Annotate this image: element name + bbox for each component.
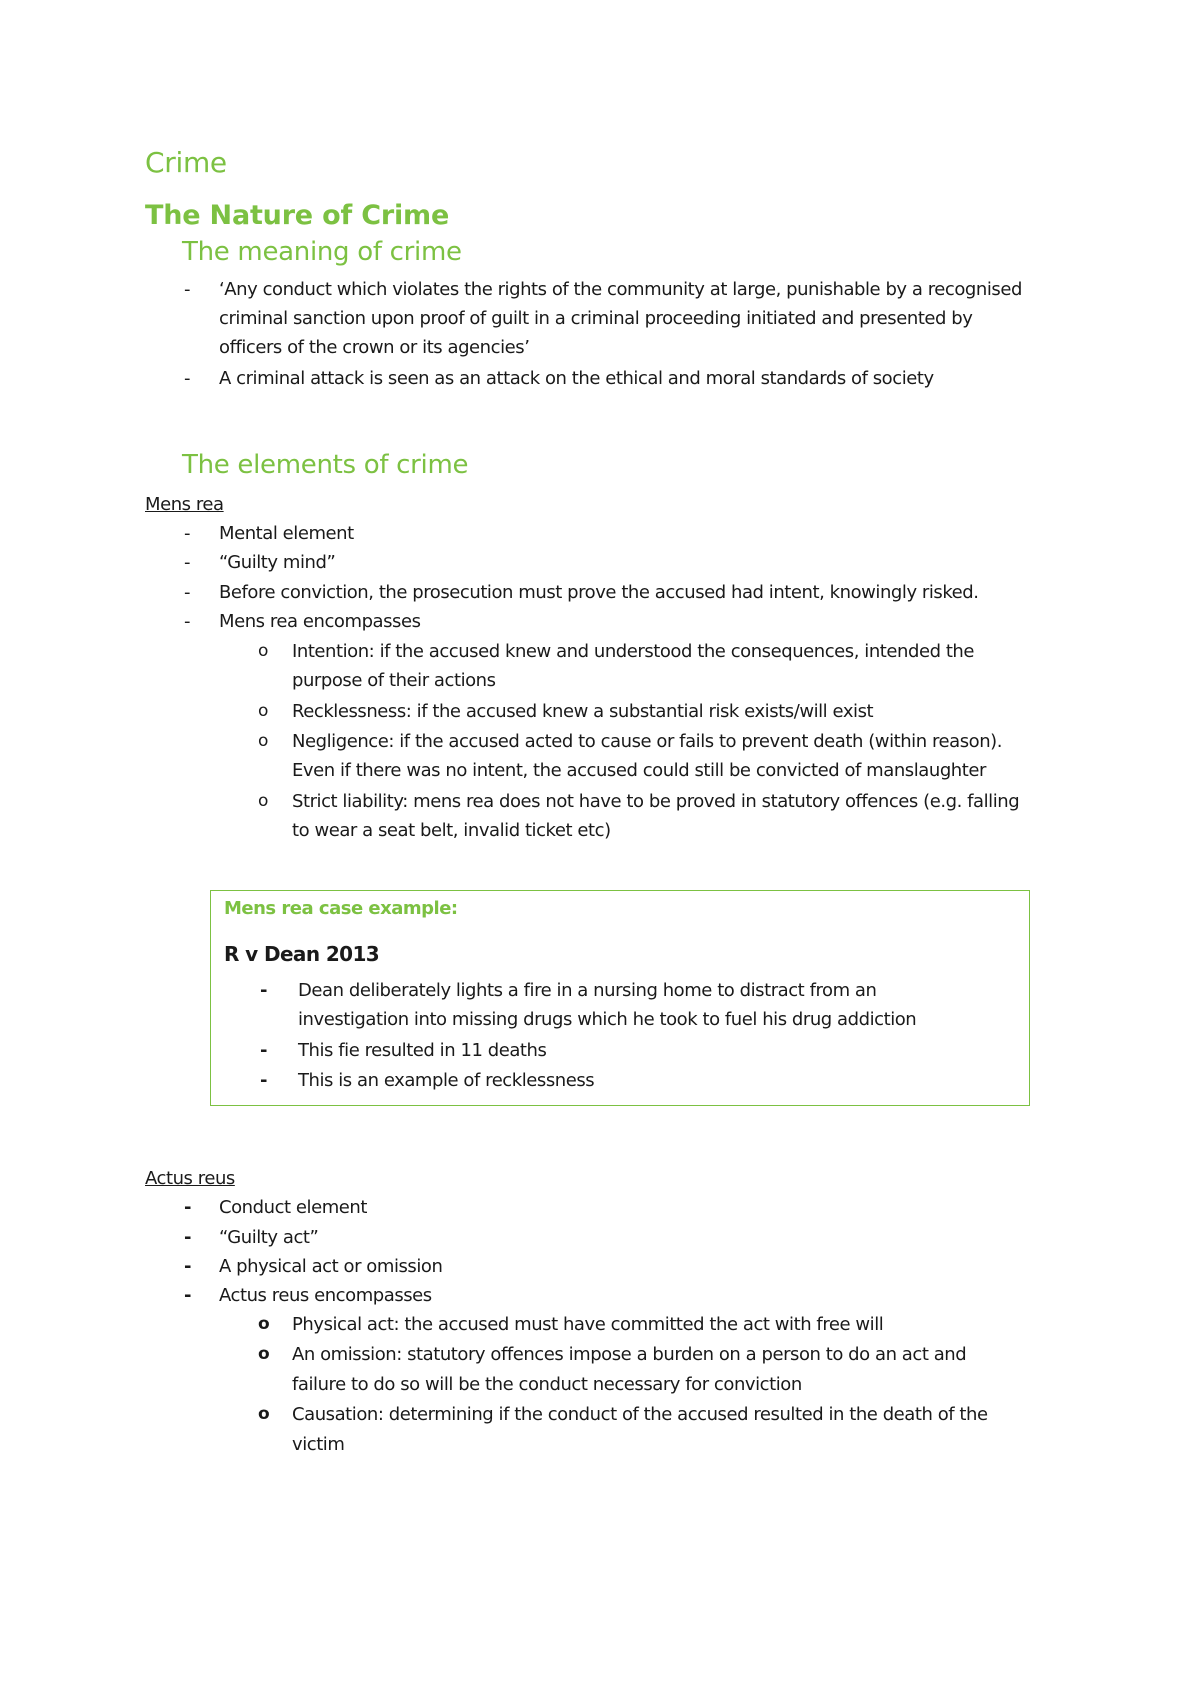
- case-item-line: Dean deliberately lights a fire in a nursing home to distract from an: [298, 980, 877, 1001]
- bullet-circle: o: [258, 791, 269, 811]
- actus-reus-item: Actus reus encompasses: [219, 1285, 432, 1306]
- bullet-dash: -: [184, 611, 191, 632]
- actus-reus-sub-item-line: Physical act: the accused must have committed the act with free will: [292, 1314, 884, 1335]
- actus-reus-item: Conduct element: [219, 1197, 367, 1218]
- actus-reus-item: A physical act or omission: [219, 1256, 443, 1277]
- mens-rea-sub-item-line: Recklessness: if the accused knew a substantial risk exists/will exist: [292, 701, 874, 722]
- mens-rea-item: “Guilty mind”: [219, 552, 336, 573]
- bullet-dash: -: [260, 1070, 268, 1091]
- mens-rea-sub-item-line: Negligence: if the accused acted to cause or fails to prevent death (within reason).: [292, 731, 1003, 752]
- case-item-line: This fie resulted in 11 deaths: [298, 1040, 547, 1061]
- actus-reus-label: Actus reus: [145, 1168, 235, 1189]
- mens-rea-sub-item-line: purpose of their actions: [292, 670, 496, 691]
- meaning-item-1-line-2: criminal sanction upon proof of guilt in a criminal proceeding initiated and presented by: [219, 308, 973, 329]
- case-item-line: investigation into missing drugs which he took to fuel his drug addiction: [298, 1009, 917, 1030]
- bullet-dash: -: [184, 1197, 192, 1218]
- bullet-dash: -: [260, 1040, 268, 1061]
- case-name: R v Dean 2013: [224, 942, 380, 966]
- mens-rea-item: Before conviction, the prosecution must prove the accused had intent, knowingly risked.: [219, 582, 979, 603]
- actus-reus-sub-item-line: victim: [292, 1434, 345, 1455]
- bullet-dash: -: [184, 1285, 192, 1306]
- elements-heading: The elements of crime: [182, 450, 469, 480]
- case-example-heading: Mens rea case example:: [224, 898, 458, 919]
- mens-rea-sub-item-line: Strict liability: mens rea does not have to be proved in statutory offences (e.g. falling: [292, 791, 1020, 812]
- bullet-dash: -: [184, 1227, 192, 1248]
- actus-reus-sub-item-line: Causation: determining if the conduct of the accused resulted in the death of the: [292, 1404, 988, 1425]
- bullet-circle: o: [258, 1404, 270, 1424]
- meaning-item-1-line-3: officers of the crown or its agencies’: [219, 337, 530, 358]
- mens-rea-sub-item-line: Intention: if the accused knew and understood the consequences, intended the: [292, 641, 975, 662]
- bullet-circle: o: [258, 1314, 270, 1334]
- section-title: The Nature of Crime: [145, 200, 450, 231]
- mens-rea-label: Mens rea: [145, 494, 224, 515]
- bullet-circle: o: [258, 731, 269, 751]
- actus-reus-sub-item-line: An omission: statutory offences impose a burden on a person to do an act and: [292, 1344, 967, 1365]
- bullet-dash: -: [184, 368, 191, 389]
- bullet-dash: -: [184, 552, 191, 573]
- bullet-dash: -: [184, 1256, 192, 1277]
- mens-rea-item: Mental element: [219, 523, 354, 544]
- mens-rea-item: Mens rea encompasses: [219, 611, 421, 632]
- meaning-item-2-line-1: A criminal attack is seen as an attack on the ethical and moral standards of society: [219, 368, 934, 389]
- meaning-heading: The meaning of crime: [182, 237, 462, 267]
- bullet-dash: -: [260, 980, 268, 1001]
- bullet-dash: -: [184, 523, 191, 544]
- meaning-item-1-line-1: ‘Any conduct which violates the rights of the community at large, punishable by a recognised: [219, 279, 1022, 300]
- mens-rea-sub-item-line: Even if there was no intent, the accused could still be convicted of manslaughter: [292, 760, 986, 781]
- bullet-circle: o: [258, 701, 269, 721]
- bullet-circle: o: [258, 1344, 270, 1364]
- actus-reus-sub-item-line: failure to do so will be the conduct necessary for conviction: [292, 1374, 802, 1395]
- mens-rea-sub-item-line: to wear a seat belt, invalid ticket etc): [292, 820, 611, 841]
- bullet-circle: o: [258, 641, 269, 661]
- document-title: Crime: [145, 146, 227, 179]
- actus-reus-item: “Guilty act”: [219, 1227, 319, 1248]
- bullet-dash: -: [184, 582, 191, 603]
- bullet-dash: -: [184, 279, 191, 300]
- case-item-line: This is an example of recklessness: [298, 1070, 595, 1091]
